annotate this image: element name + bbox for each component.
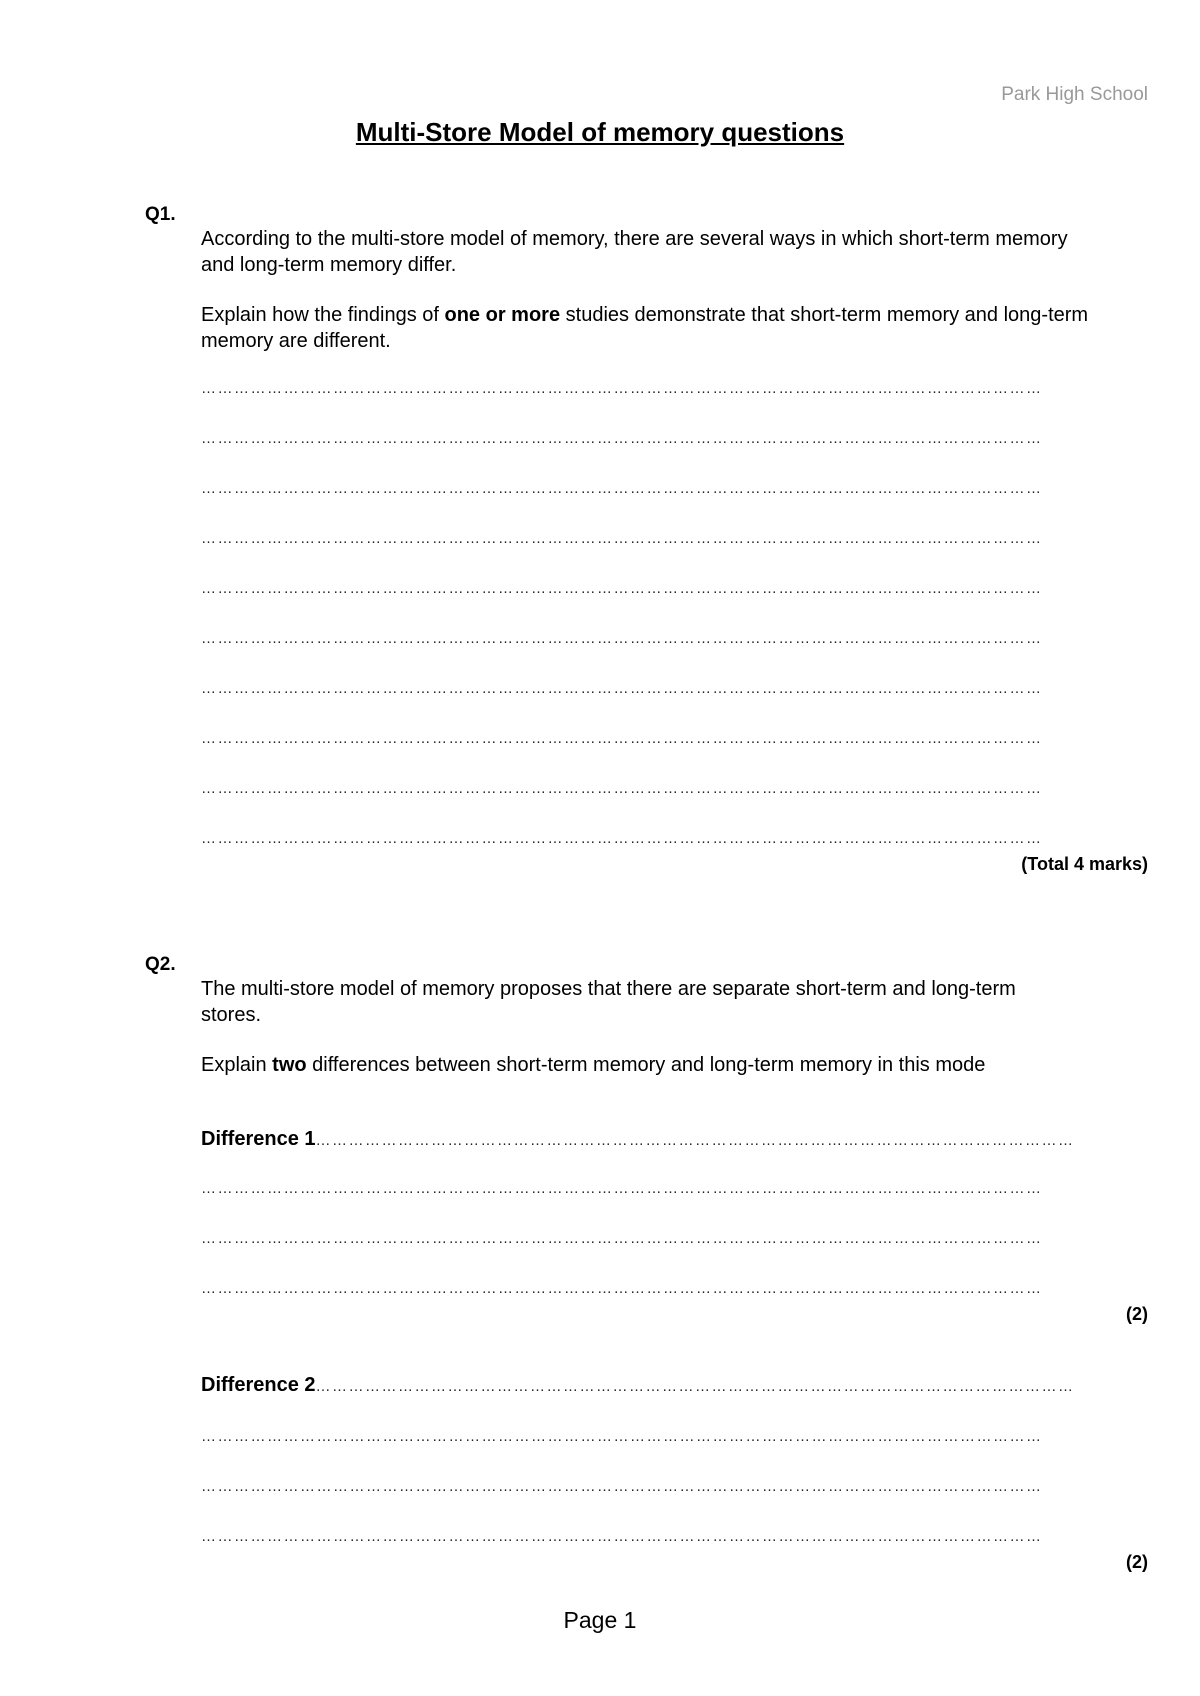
difference-1-line[interactable]: Difference 1…………………………………………………………………………………………………………………………: [201, 1128, 1075, 1150]
answer-line[interactable]: ………………………………………………………………………………………………………………………………………: [201, 1230, 1043, 1247]
question-1-number: Q1.: [145, 204, 176, 225]
answer-line[interactable]: ………………………………………………………………………………………………………………………………………: [201, 580, 1043, 597]
question-2-intro: The multi-store model of memory proposes that there are separate short-term and long-term stores.: [201, 978, 1016, 1026]
answer-line[interactable]: ………………………………………………………………………………………………………………………………………: [201, 680, 1043, 697]
answer-line[interactable]: ………………………………………………………………………………………………………………………………………: [201, 730, 1043, 747]
answer-line[interactable]: ………………………………………………………………………………………………………………………………………: [201, 1180, 1043, 1197]
header-school-name: Park High School: [1001, 84, 1148, 105]
document-title: Multi-Store Model of memory questions: [355, 117, 845, 147]
question-1-prompt-bold: one or more: [444, 304, 561, 326]
question-2-prompt: [201, 1052, 1041, 1078]
answer-line[interactable]: ………………………………………………………………………………………………………………………………………: [201, 430, 1043, 447]
answer-line[interactable]: ………………………………………………………………………………………………………………………………………: [201, 480, 1043, 497]
answer-line[interactable]: ………………………………………………………………………………………………………………………………………: [201, 1428, 1043, 1445]
answer-line[interactable]: ………………………………………………………………………………………………………………………………………: [201, 780, 1043, 797]
answer-line[interactable]: ………………………………………………………………………………………………………………………………………: [201, 630, 1043, 647]
question-1-total-marks: (Total 4 marks): [1021, 854, 1148, 874]
question-1-prompt: [201, 302, 1101, 354]
question-1-prompt-before: Explain how the findings of: [201, 304, 445, 326]
answer-line[interactable]: ………………………………………………………………………………………………………………………………………: [201, 380, 1043, 397]
difference-2-marks: (2): [1126, 1552, 1148, 1572]
difference-1-label: Difference 1: [201, 1128, 316, 1150]
answer-line[interactable]: ………………………………………………………………………………………………………………………………………: [201, 1478, 1043, 1495]
difference-1-marks: (2): [1126, 1304, 1148, 1324]
question-2-number: Q2.: [145, 954, 176, 975]
question-2-prompt-after: differences between short-term memory and long-term memory in this mode: [306, 1054, 986, 1076]
answer-line[interactable]: ………………………………………………………………………………………………………………………………………: [201, 1528, 1043, 1545]
answer-line[interactable]: ………………………………………………………………………………………………………………………………………: [201, 830, 1043, 847]
page-number: Page 1: [563, 1607, 637, 1633]
question-1-prompt-after: studies demonstrate that short-term memory and long-term memory are different.: [201, 304, 1089, 352]
difference-2-label: Difference 2: [201, 1374, 316, 1396]
answer-line[interactable]: ………………………………………………………………………………………………………………………………………: [201, 530, 1043, 547]
question-1-intro: According to the multi-store model of memory, there are several ways in which short-term memory and long-term memory differ.: [201, 228, 1068, 276]
question-2-prompt-before: Explain: [201, 1054, 273, 1076]
difference-2-line[interactable]: Difference 2…………………………………………………………………………………………………………………………: [201, 1374, 1075, 1396]
question-2-prompt-bold: two: [272, 1054, 307, 1076]
answer-line[interactable]: ………………………………………………………………………………………………………………………………………: [201, 1280, 1043, 1297]
